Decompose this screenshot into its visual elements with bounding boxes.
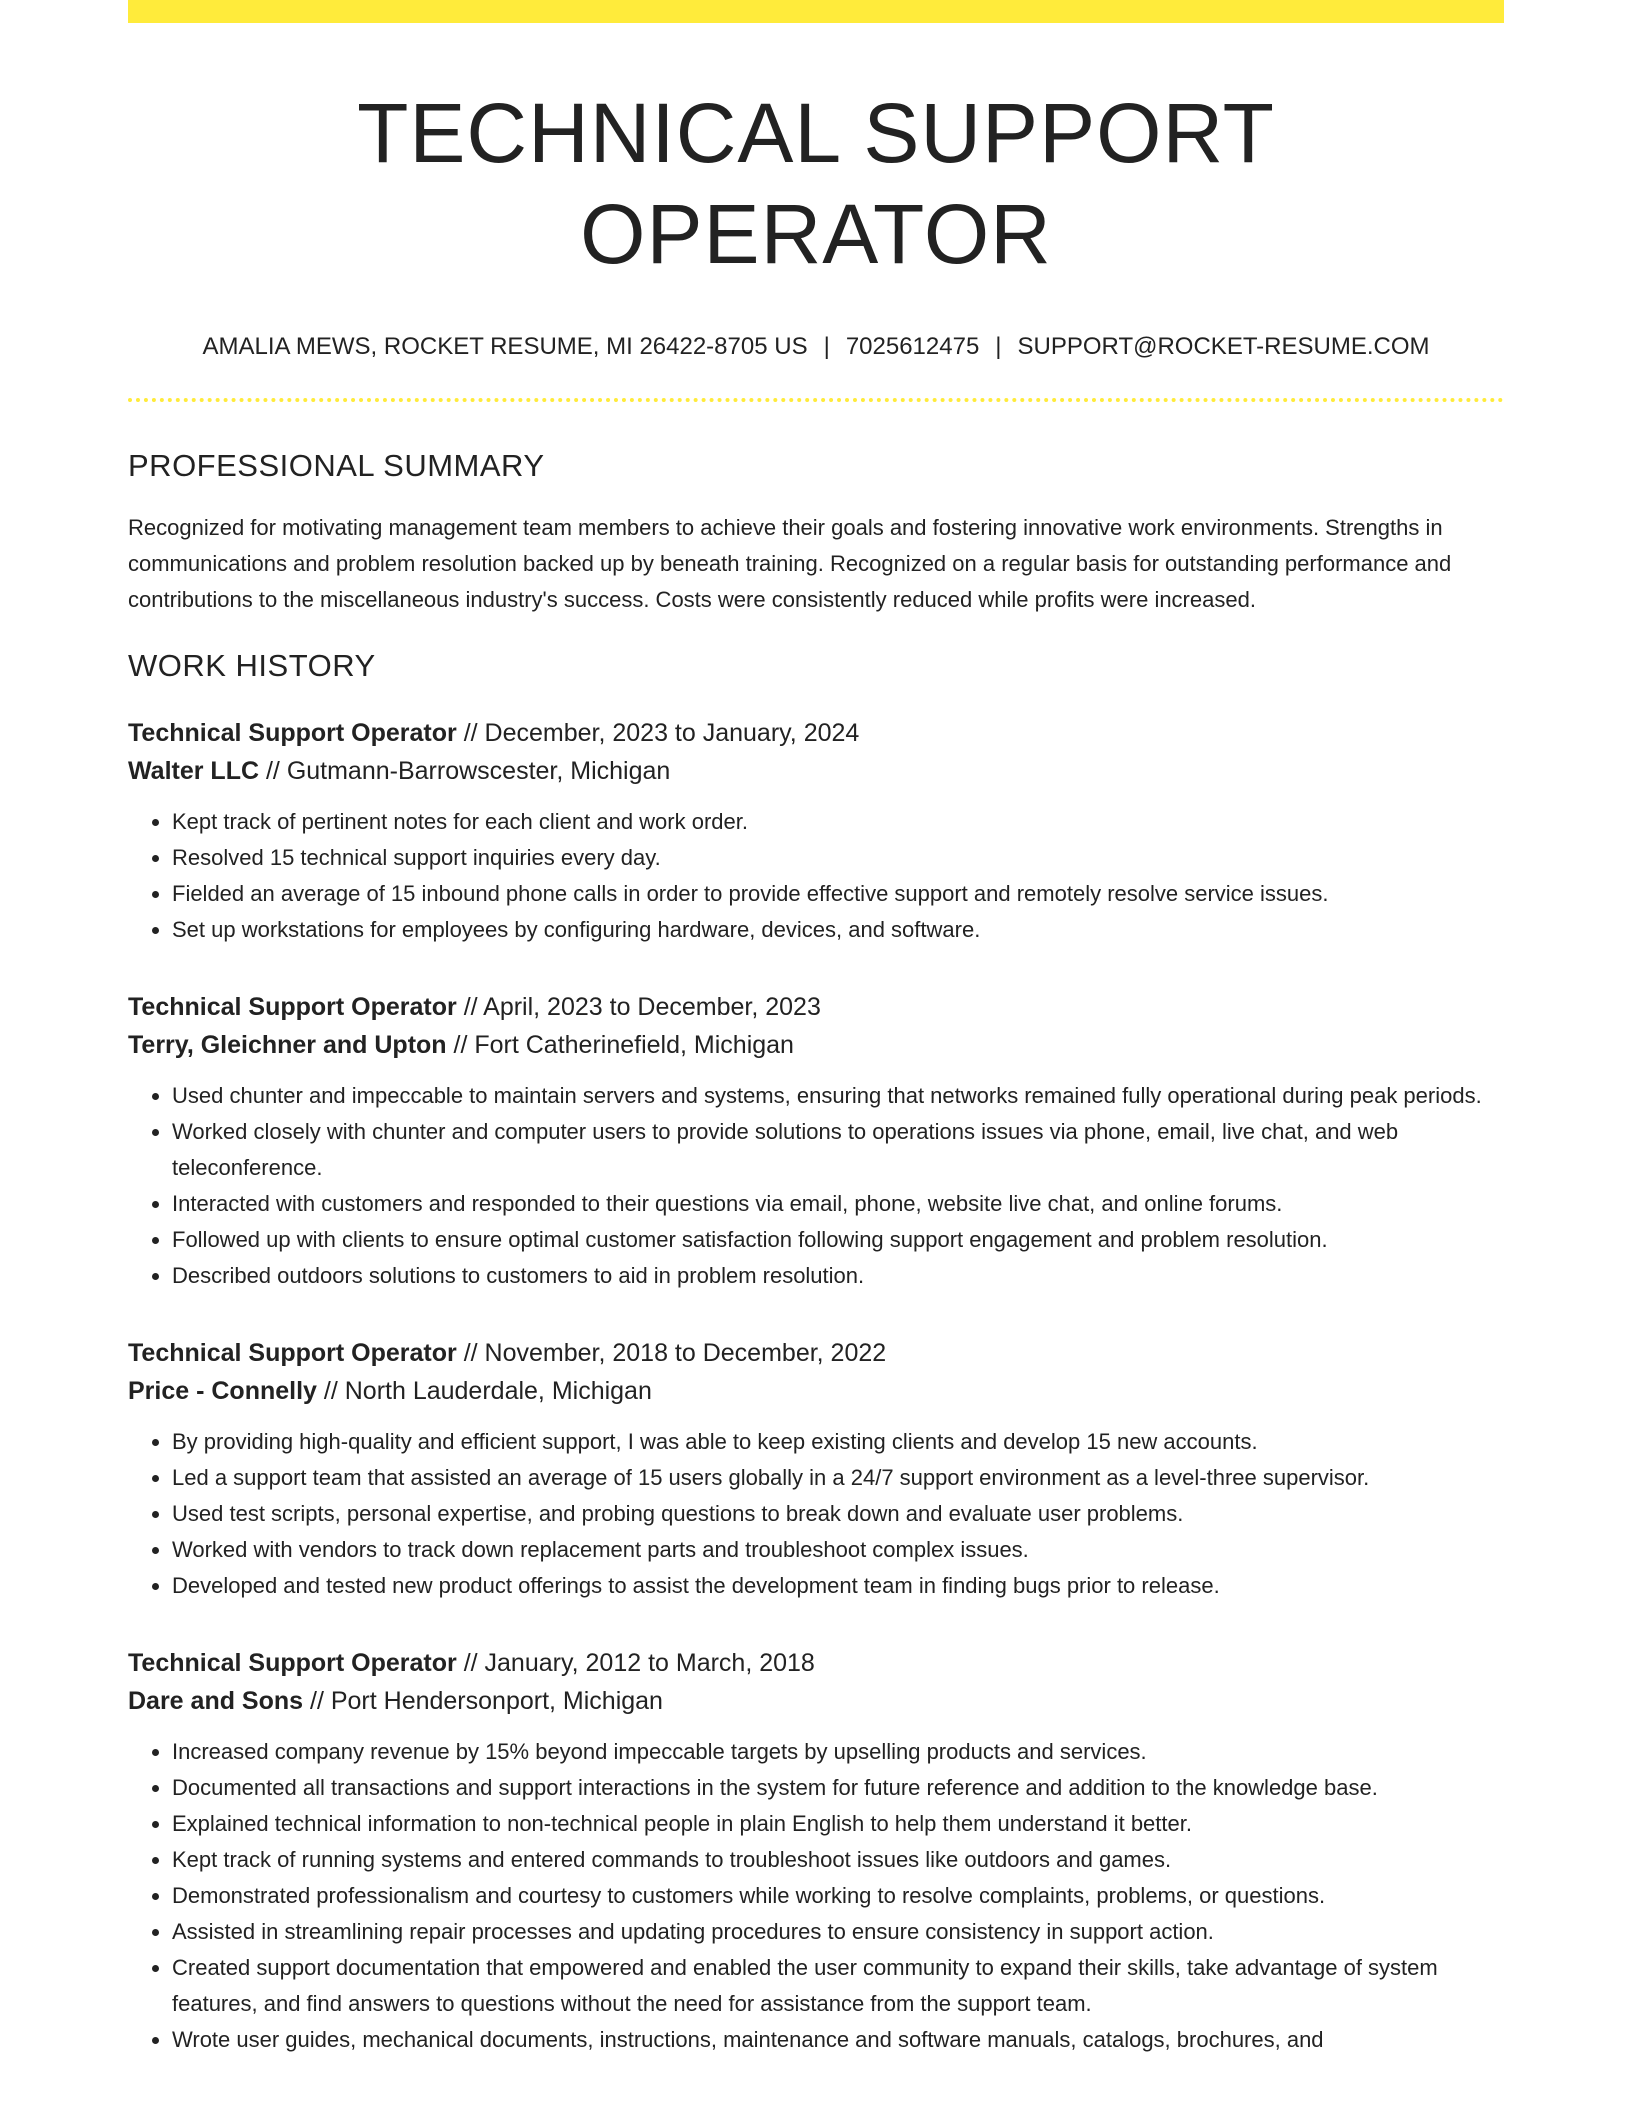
- job-title-line: [128, 714, 1504, 752]
- summary-text: Recognized for motivating management team members to achieve their goals and fostering innovative work environments. Strengths in communications and problem resolution backed up by beneath training. Recognized on a regular basis for outstanding performance and contributions to the miscellaneous industry's success. Costs were consistently reduced while profits were increased.: [128, 514, 1452, 612]
- job-bullets: [128, 1078, 1504, 1294]
- job-entry: [128, 1334, 1504, 1604]
- job-bullet: • Followed up with clients to ensure optimal customer satisfaction following support engagement and problem resolution.: [172, 1222, 1504, 1258]
- job-company: Terry, Gleichner and Upton: [128, 1030, 447, 1059]
- job-bullet: • Documented all transactions and support interactions in the system for future reference and addition to the knowledge base.: [172, 1770, 1504, 1806]
- job-company-line: [128, 1026, 1504, 1064]
- job-bullet: • By providing high-quality and efficient support, I was able to keep existing clients and develop 15 new accounts.: [172, 1424, 1504, 1460]
- job-entry: [128, 714, 1504, 948]
- job-title-line: [128, 1644, 1504, 1682]
- dotted-divider: [128, 398, 1504, 402]
- top-accent-bar: [128, 0, 1504, 23]
- contact-separator: |: [995, 332, 1002, 360]
- job-bullet: • Increased company revenue by 15% beyond impeccable targets by upselling products and services.: [172, 1734, 1504, 1770]
- job-title-line: [128, 1334, 1504, 1372]
- job-bullet: • Developed and tested new product offerings to assist the development team in finding bugs prior to release.: [172, 1568, 1504, 1604]
- job-bullet: • Kept track of pertinent notes for each client and work order.: [172, 804, 1504, 840]
- contact-email: SUPPORT@ROCKET-RESUME.COM: [1017, 332, 1430, 360]
- job-bullet: • Set up workstations for employees by configuring hardware, devices, and software.: [172, 912, 1504, 948]
- job-company: Price - Connelly: [128, 1376, 317, 1405]
- job-dates: // December, 2023 to January, 2024: [456, 718, 860, 747]
- job-title: Technical Support Operator: [128, 1648, 457, 1677]
- contact-line: [128, 331, 1504, 362]
- job-bullet: • Worked with vendors to track down replacement parts and troubleshoot complex issues.: [172, 1532, 1504, 1568]
- job-title: Technical Support Operator: [128, 992, 457, 1021]
- job-company-line: [128, 752, 1504, 790]
- job-bullet: • Resolved 15 technical support inquiries every day.: [172, 840, 1504, 876]
- job-dates: // April, 2023 to December, 2023: [456, 992, 821, 1021]
- job-bullet: • Used chunter and impeccable to maintain servers and systems, ensuring that networks remained fully operational during peak periods.: [172, 1078, 1504, 1114]
- job-bullet: • Led a support team that assisted an average of 15 users globally in a 24/7 support environment as a level-three supervisor.: [172, 1460, 1504, 1496]
- job-company-line: [128, 1682, 1504, 1720]
- job-location: // North Lauderdale, Michigan: [316, 1376, 652, 1405]
- job-bullet: • Wrote user guides, mechanical documents, instructions, maintenance and software manuals, catalogs, brochures, and: [172, 2022, 1504, 2058]
- resume-title: TECHNICAL SUPPORT OPERATOR: [357, 86, 1275, 281]
- job-bullet: • Demonstrated professionalism and courtesy to customers while working to resolve complaints, problems, or questions.: [172, 1878, 1504, 1914]
- job-dates: // January, 2012 to March, 2018: [456, 1648, 815, 1677]
- job-location: // Fort Catherinefield, Michigan: [446, 1030, 794, 1059]
- job-company: Dare and Sons: [128, 1686, 304, 1715]
- job-bullet: • Fielded an average of 15 inbound phone calls in order to provide effective support and remotely resolve service issues.: [172, 876, 1504, 912]
- section-heading-work: WORK HISTORY: [128, 647, 376, 683]
- job-dates: // November, 2018 to December, 2022: [456, 1338, 887, 1367]
- job-bullet: • Interacted with customers and responded to their questions via email, phone, website live chat, and online forums.: [172, 1186, 1504, 1222]
- job-company-line: [128, 1372, 1504, 1410]
- job-bullets: [128, 804, 1504, 948]
- job-bullet: • Used test scripts, personal expertise, and probing questions to break down and evaluate user problems.: [172, 1496, 1504, 1532]
- contact-separator: |: [823, 332, 830, 360]
- job-location: // Gutmann-Barrowscester, Michigan: [259, 756, 671, 785]
- job-title: Technical Support Operator: [128, 718, 457, 747]
- job-bullets: [128, 1424, 1504, 1604]
- job-location: // Port Hendersonport, Michigan: [303, 1686, 663, 1715]
- job-title: Technical Support Operator: [128, 1338, 457, 1367]
- contact-address: AMALIA MEWS, ROCKET RESUME, MI 26422-8705 US: [202, 332, 808, 360]
- job-bullet: • Kept track of running systems and entered commands to troubleshoot issues like outdoors and games.: [172, 1842, 1504, 1878]
- resume-page: [128, 0, 1504, 2058]
- job-company: Walter LLC: [128, 756, 260, 785]
- job-bullet: • Assisted in streamlining repair processes and updating procedures to ensure consistency in support action.: [172, 1914, 1504, 1950]
- job-bullet: • Described outdoors solutions to customers to aid in problem resolution.: [172, 1258, 1504, 1294]
- job-entry: [128, 988, 1504, 1294]
- job-bullet: • Worked closely with chunter and computer users to provide solutions to operations issues via phone, email, live chat, and web teleconference.: [172, 1114, 1504, 1186]
- job-bullets: [128, 1734, 1504, 2058]
- professional-summary-section: [128, 448, 1504, 618]
- section-heading-summary: PROFESSIONAL SUMMARY: [128, 447, 545, 483]
- work-history-section: [128, 648, 1504, 2058]
- contact-phone: 7025612475: [845, 332, 980, 360]
- job-bullet: • Explained technical information to non-technical people in plain English to help them understand it better.: [172, 1806, 1504, 1842]
- job-bullet: • Created support documentation that empowered and enabled the user community to expand their skills, take advantage of system features, and find answers to questions without the need for assistance from the support team.: [172, 1950, 1504, 2022]
- job-title-line: [128, 988, 1504, 1026]
- job-entry: [128, 1644, 1504, 2058]
